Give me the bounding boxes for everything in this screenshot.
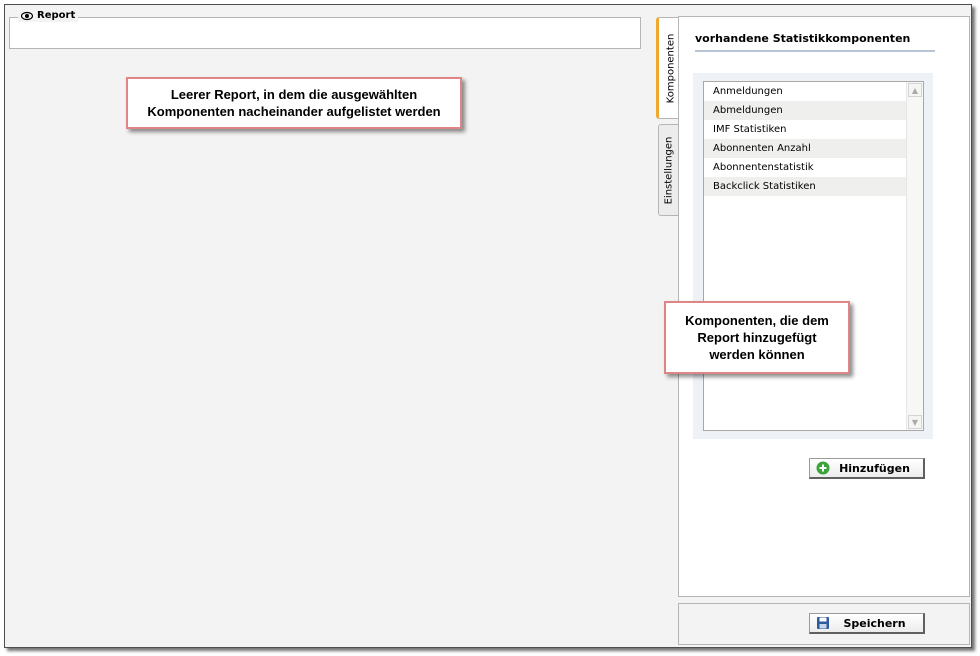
report-area xyxy=(9,17,641,49)
components-list[interactable] xyxy=(703,81,924,431)
callout-line: Komponenten nacheinander aufgelistet werden xyxy=(147,104,441,119)
save-button[interactable] xyxy=(809,613,925,634)
callout-line: Komponenten, die dem xyxy=(685,313,829,328)
plus-circle-icon xyxy=(816,461,830,475)
list-item[interactable]: Backclick Statistiken xyxy=(704,177,907,196)
eye-icon xyxy=(21,10,33,22)
report-legend-label: Report xyxy=(37,10,76,21)
tab-einstellungen-label: Einstellungen xyxy=(663,136,675,204)
list-item[interactable]: Anmeldungen xyxy=(713,86,783,97)
list-item[interactable]: Abonnenten Anzahl xyxy=(704,139,907,158)
add-button-label: Hinzufügen xyxy=(839,461,910,475)
panel-title: vorhandene Statistikkomponenten xyxy=(695,32,935,52)
add-component-button[interactable] xyxy=(809,458,925,479)
list-item[interactable]: Abonnentenstatistik xyxy=(713,162,814,173)
floppy-disk-icon xyxy=(816,616,830,630)
tab-komponenten-label: Komponenten xyxy=(665,33,676,103)
list-container xyxy=(693,73,933,439)
list-scrollbar[interactable] xyxy=(906,82,923,430)
list-item[interactable]: IMF Statistiken xyxy=(713,124,787,135)
save-button-label: Speichern xyxy=(843,616,906,630)
callout-line: Report hinzugefügt xyxy=(697,330,817,345)
components-hint-callout xyxy=(664,301,850,374)
scroll-down-icon[interactable]: ▼ xyxy=(908,415,922,429)
scroll-up-icon[interactable]: ▲ xyxy=(908,83,922,97)
callout-line: werden können xyxy=(709,347,805,362)
list-item[interactable]: Abmeldungen xyxy=(704,101,907,120)
callout-line: Leerer Report, in dem die ausgewählten xyxy=(170,87,418,102)
tab-einstellungen[interactable] xyxy=(658,124,679,216)
report-legend xyxy=(18,10,78,22)
report-hint-callout xyxy=(126,77,462,129)
